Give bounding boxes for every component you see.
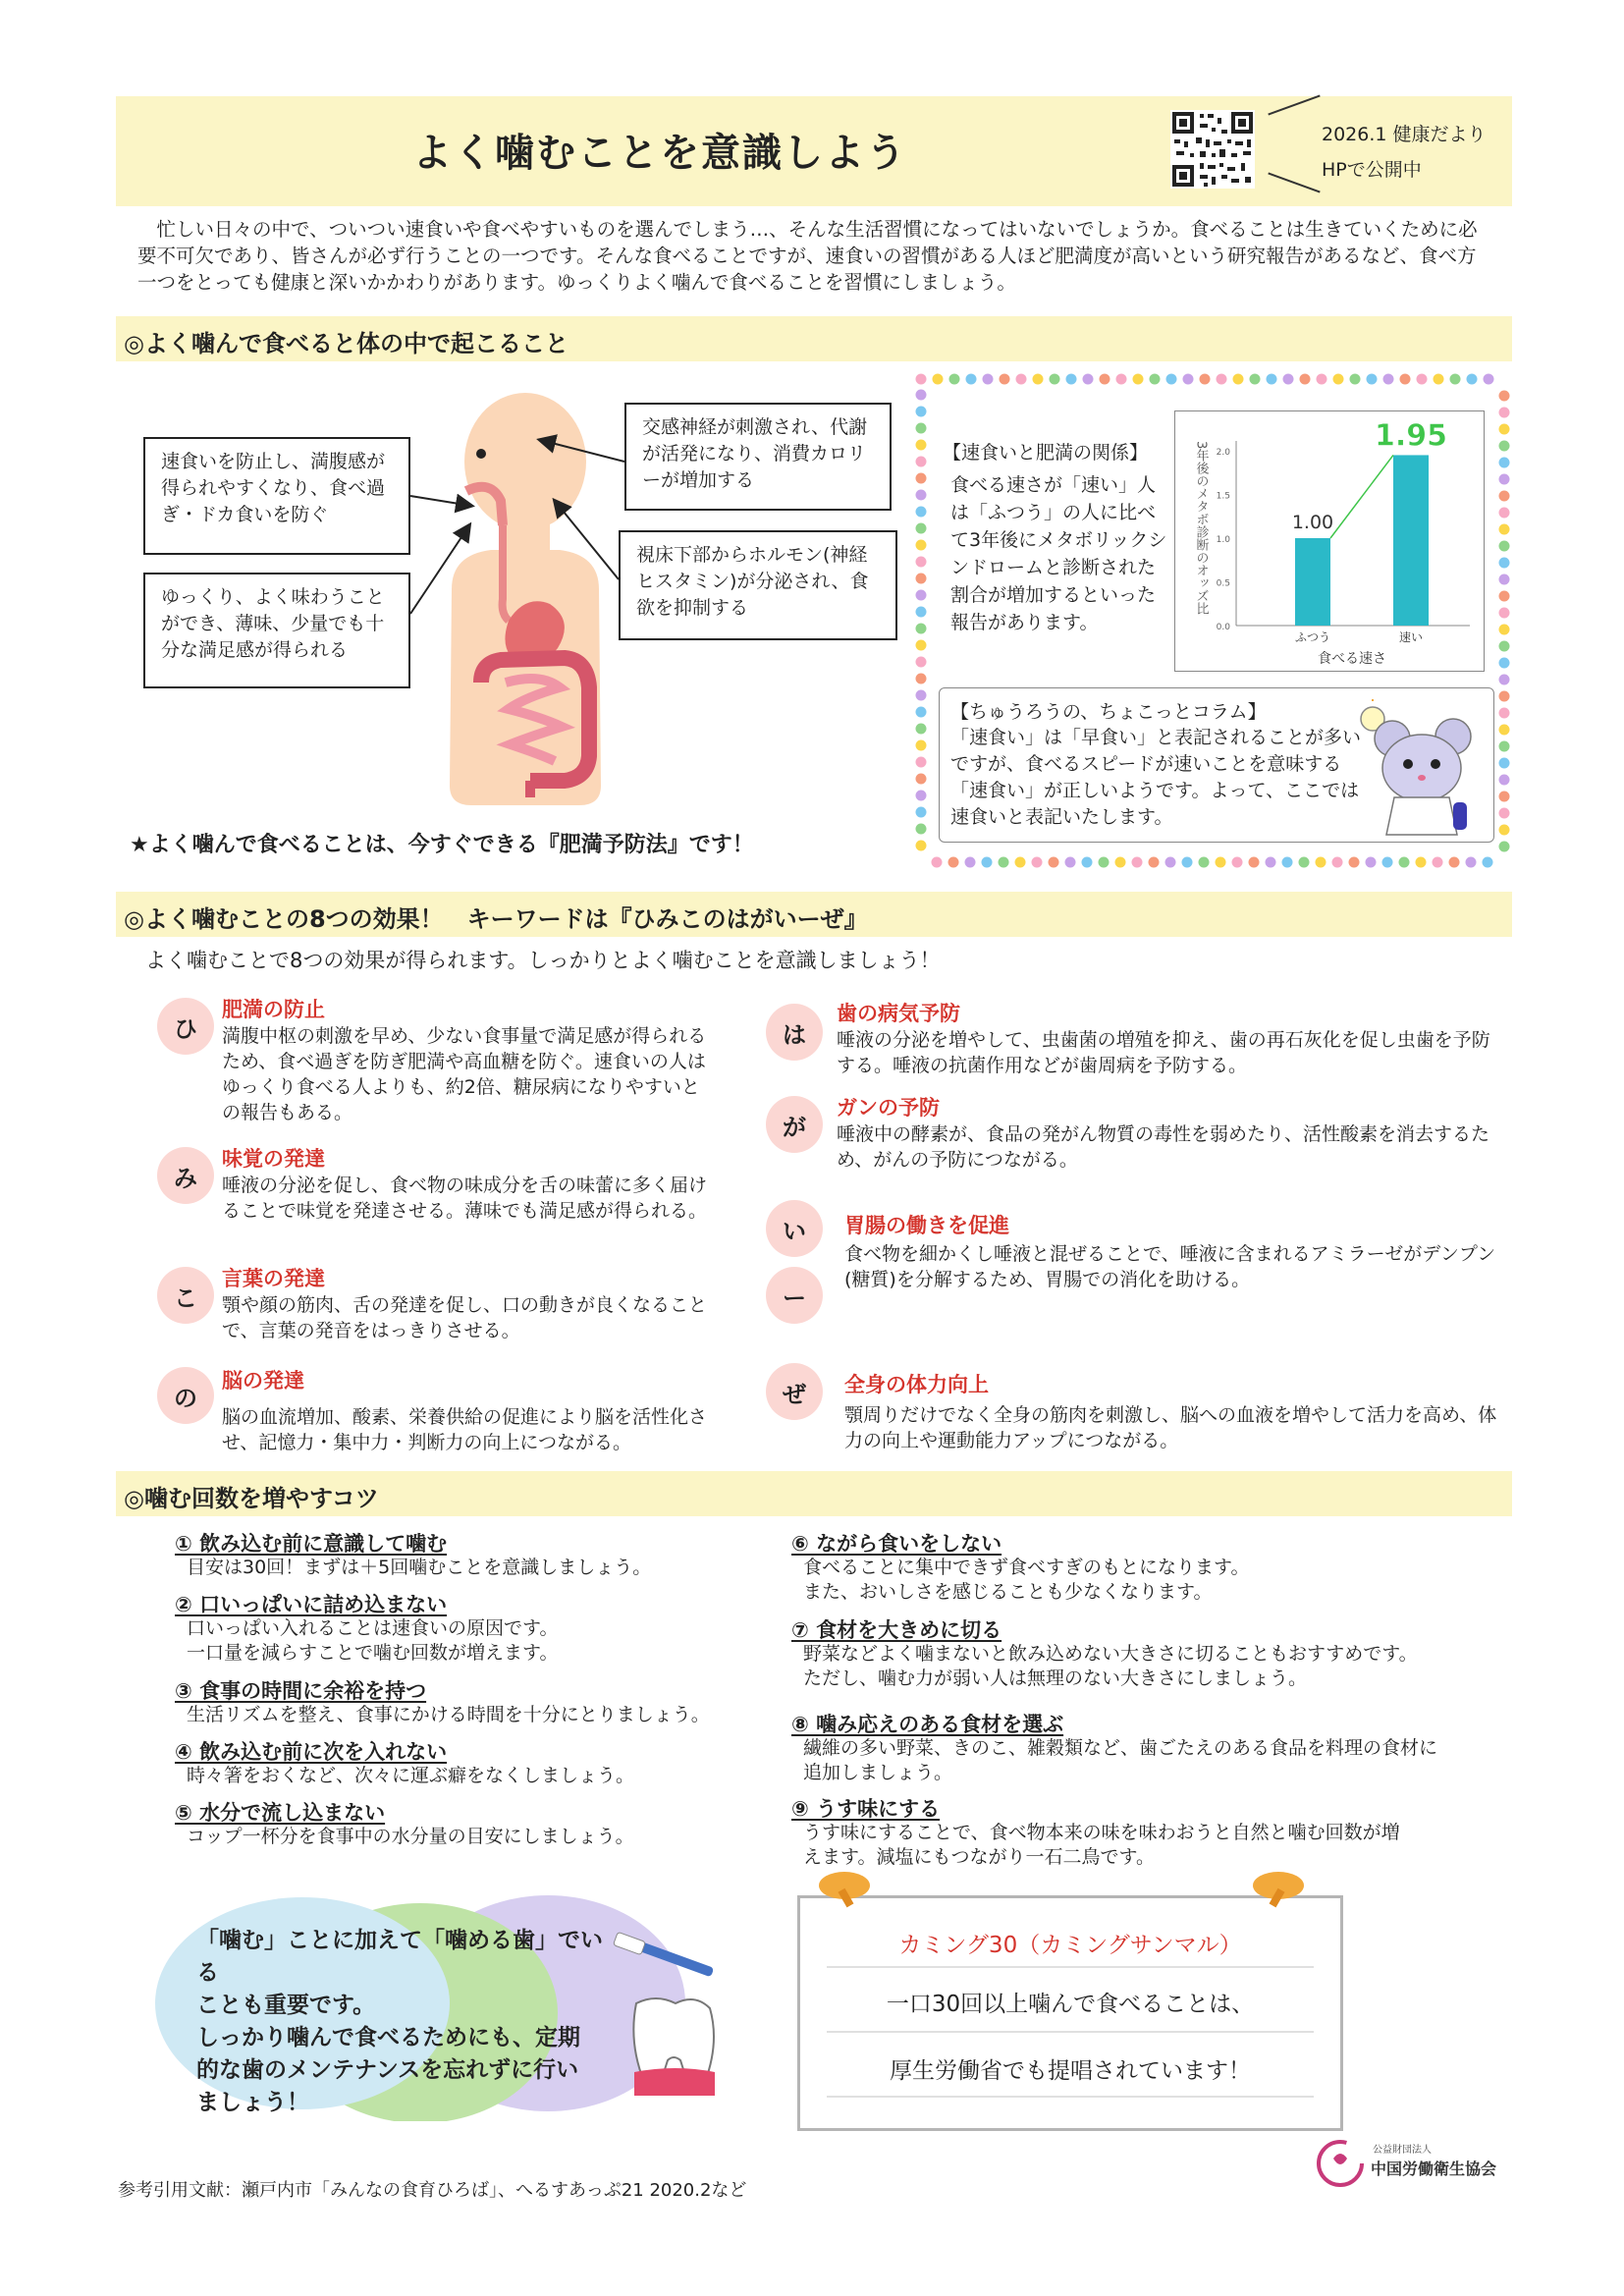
frame-dot — [1133, 374, 1144, 385]
intro-paragraph: 忙しい日々の中で、ついつい速食いや食べやすいものを選んでしまう…、そんな生活習慣になってはいないでしょうか。食べることは生きていくために必要不可欠であり、皆さんが必ず行うことの一つです。そんな食べることですが、速食いの習慣がある人ほど肥満度が高いという研究報告があるなど、食べ方一つをとっても健康と深いかかわりがあります。ゆっくりよく噛んで食べることを習慣にしましょう。 — [137, 218, 1478, 294]
frame-dot — [916, 657, 927, 668]
frame-dot — [1383, 374, 1394, 385]
tip-text-4: 時々箸をおくなど、次々に運ぶ癖をなくしましょう。 — [187, 1765, 635, 1786]
reference-note: 参考引用文献：瀬戸内市「みんなの食育ひろば」、へるすあっぷ21 2020.2など — [118, 2180, 747, 2201]
frame-dot — [1182, 857, 1193, 868]
note-text: 「速食い」は「早食い」と表記されることが多いですが、食べるスピードが速いことを意味する「速食い」が正しいようです。よって、ここでは速食いと表記いたします。 — [950, 727, 1362, 828]
frame-dot — [1200, 374, 1211, 385]
frame-dot — [1433, 857, 1443, 868]
section-title-1: ◎よく噛んで食べると体の中で起こること — [124, 330, 568, 357]
mouse-mascot-illustration — [1355, 699, 1483, 837]
frame-dot — [1116, 374, 1127, 385]
frame-dot — [1499, 775, 1510, 786]
frame-dot — [1350, 374, 1361, 385]
frame-dot — [916, 824, 927, 835]
tip-text-6b: また、おいしさを感じることも少なくなります。 — [803, 1581, 1213, 1603]
keyword-circle-ga: が — [766, 1096, 823, 1153]
chart-bar — [1393, 455, 1429, 626]
frame-dot — [1165, 857, 1176, 868]
frame-dot — [916, 740, 927, 751]
odds-ratio-chart — [1174, 410, 1485, 672]
effect-text-brain: 脳の血流増加、酸素、栄養供給の促進により脳を活性化させ、記憶力・集中力・判断力の向上につながる。 — [222, 1406, 708, 1453]
frame-dot — [916, 540, 927, 551]
frame-dot — [948, 857, 959, 868]
tip-text-6a: 食べることに集中できず食べすぎのもとになります。 — [803, 1557, 1250, 1578]
frame-dot — [1216, 857, 1226, 868]
effect-box-sympathetic: 交感神経が刺激され、代謝が活発になり、消費カロリーが増加する — [624, 403, 892, 511]
frame-dot — [1400, 374, 1411, 385]
frame-dot — [1499, 541, 1510, 552]
keyword-circle-i: い — [766, 1200, 823, 1257]
chart-xlabel: 食べる速さ — [1318, 651, 1386, 667]
effect-text-dental: 唾液の分泌を増やして、虫歯菌の増殖を抑え、歯の再石灰化を促し虫歯を予防する。唾液の抗菌作用などが歯周病を予防する。 — [837, 1029, 1490, 1076]
frame-dot — [1283, 374, 1294, 385]
column-heading: 【速食いと肥満の関係】 — [943, 442, 1149, 464]
frame-dot — [1499, 574, 1510, 585]
issue-label: 2026.1 健康だより — [1322, 124, 1487, 145]
frame-dot — [1066, 374, 1077, 385]
frame-dot — [949, 374, 960, 385]
frame-dot — [1099, 857, 1110, 868]
effect-title-fitness: 全身の体力向上 — [844, 1373, 989, 1396]
frame-dot — [965, 857, 976, 868]
tip-title-6: ⑥ ながら食いをしない — [791, 1532, 1002, 1556]
y-tick-label: 0.0 — [1216, 623, 1230, 632]
frame-dot — [1499, 608, 1510, 619]
bubble-line: 「噛む」ことに加えて「噛める歯」でいる — [196, 1928, 603, 1986]
frame-dot — [1249, 857, 1260, 868]
data-label: 1.00 — [1291, 512, 1334, 533]
frame-dot — [916, 557, 927, 568]
effect-title-dental: 歯の病気予防 — [837, 1002, 960, 1025]
frame-dot — [916, 473, 927, 484]
card-rule — [827, 1966, 1314, 1968]
obesity-slogan: ★よく噛んで食べることは、今すぐできる『肥満予防法』です！ — [130, 833, 754, 857]
frame-dot — [1499, 441, 1510, 452]
frame-dot — [916, 407, 927, 417]
frame-dot — [1349, 857, 1360, 868]
effect-title-brain: 脳の発達 — [222, 1369, 304, 1393]
frame-dot — [916, 774, 927, 785]
tip-text-8a: 繊維の多い野菜、きのこ、雑穀類など、歯ごたえのある食品を料理の食材に — [803, 1737, 1438, 1759]
frame-dot — [1449, 857, 1460, 868]
keyword-circle-no: の — [157, 1367, 214, 1424]
frame-dot — [1150, 374, 1161, 385]
frame-dot — [1499, 508, 1510, 519]
column-text: 食べる速さが「速い」人は「ふつう」の人に比べて3年後にメタボリックシンドロームと診断された割合が増加するといった報告があります。 — [950, 474, 1167, 633]
effect-title-digestion: 胃腸の働きを促進 — [844, 1214, 1009, 1237]
frame-dot — [966, 374, 977, 385]
tip-text-1: 目安は30回！まずは＋5回噛むことを意識しましょう。 — [187, 1557, 652, 1578]
frame-dot — [1499, 424, 1510, 435]
frame-dot — [1217, 374, 1227, 385]
frame-dot — [1499, 675, 1510, 685]
bubble-line: しっかり噛んで食べるためにも、定期 — [196, 2025, 580, 2050]
frame-dot — [1499, 808, 1510, 819]
frame-dot — [916, 841, 927, 851]
bubble-line: ましょう！ — [196, 2090, 309, 2115]
frame-dot — [1082, 857, 1093, 868]
frame-dot — [1483, 857, 1493, 868]
card-title: カミング30（カミングサンマル） — [898, 1933, 1242, 1958]
frame-dot — [1367, 374, 1378, 385]
frame-dot — [933, 374, 944, 385]
card-rule — [827, 2031, 1314, 2033]
frame-dot — [932, 857, 943, 868]
effect-title-obesity: 肥満の防止 — [222, 998, 325, 1021]
hp-label: HPで公開中 — [1322, 159, 1422, 181]
frame-dot — [1100, 374, 1110, 385]
frame-dot — [1366, 857, 1377, 868]
frame-dot — [916, 690, 927, 701]
frame-dot — [1499, 691, 1510, 702]
frame-dot — [916, 807, 927, 818]
frame-dot — [1282, 857, 1293, 868]
frame-dot — [916, 523, 927, 534]
frame-dot — [916, 457, 927, 467]
frame-dot — [1000, 374, 1010, 385]
frame-dot — [1016, 374, 1027, 385]
note-heading: 【ちゅうろうの、ちょこっとコラム】 — [950, 701, 1267, 723]
tip-title-8: ⑧ 噛み応えのある食材を選ぶ — [791, 1713, 1064, 1736]
frame-dot — [916, 590, 927, 601]
frame-dot — [1416, 857, 1427, 868]
tip-text-2b: 一口量を減らすことで噛む回数が増えます。 — [187, 1642, 559, 1664]
frame-dot — [1450, 374, 1461, 385]
frame-dot — [1266, 857, 1276, 868]
frame-dot — [1300, 374, 1311, 385]
frame-dot — [1499, 591, 1510, 602]
frame-dot — [1466, 857, 1477, 868]
frame-dot — [1033, 374, 1044, 385]
frame-dot — [1499, 741, 1510, 752]
data-label: 1.95 — [1374, 418, 1448, 454]
frame-dot — [1233, 374, 1244, 385]
frame-dot — [1499, 474, 1510, 485]
x-tick-label: ふつう — [1294, 630, 1331, 644]
effect-text-obesity: 満腹中枢の刺激を早め、少ない食事量で満足感が得られるため、食べ過ぎを防ぎ肥満や高血糖を防ぐ。速食いの人はゆっくり食べる人よりも、約2倍、糖尿病になりやすいとの報告もある。 — [222, 1025, 707, 1123]
frame-dot — [1499, 658, 1510, 669]
frame-dot — [999, 857, 1009, 868]
tip-text-9b: えます。減塩にもつながり一石二鳥です。 — [803, 1846, 1155, 1868]
frame-dot — [1499, 458, 1510, 468]
frame-dot — [1499, 491, 1510, 502]
frame-dot — [1032, 857, 1043, 868]
bubble-message — [196, 1925, 619, 2119]
frame-dot — [1083, 374, 1094, 385]
x-tick-label: 速い — [1398, 630, 1424, 644]
frame-dot — [916, 707, 927, 718]
organization-name: 中国労働衛生協会 — [1371, 2159, 1497, 2178]
y-tick-label: 2.0 — [1216, 448, 1230, 458]
frame-dot — [1499, 391, 1510, 402]
tip-text-8b: 追加しましょう。 — [803, 1762, 953, 1783]
frame-dot — [1132, 857, 1143, 868]
tip-text-7b: ただし、噛む力が弱い人は無理のない大きさにしましょう。 — [803, 1667, 1308, 1689]
frame-dot — [916, 607, 927, 618]
bubble-line: 的な歯のメンテナンスを忘れずに行い — [196, 2057, 579, 2083]
frame-dot — [1499, 558, 1510, 569]
organization-type: 公益財団法人 — [1373, 2145, 1432, 2156]
effects-intro: よく噛むことで8つの効果が得られます。しっかりとよく噛むことを意識しましょう！ — [145, 949, 941, 972]
tip-title-4: ④ 飲み込む前に次を入れない — [175, 1740, 448, 1764]
frame-dot — [1499, 625, 1510, 635]
y-tick-label: 0.5 — [1216, 578, 1230, 589]
frame-dot — [1316, 857, 1326, 868]
effect-box-savor: ゆっくり、よく味わうことができ、薄味、少量でも十分な満足感が得られる — [143, 573, 410, 688]
frame-dot — [1015, 857, 1026, 868]
frame-dot — [916, 640, 927, 651]
frame-dot — [1115, 857, 1126, 868]
frame-dot — [1499, 792, 1510, 802]
tip-title-5: ⑤ 水分で流し込まない — [175, 1801, 386, 1825]
tip-title-3: ③ 食事の時間に余裕を持つ — [175, 1679, 427, 1703]
frame-dot — [1499, 708, 1510, 719]
frame-dot — [916, 374, 927, 385]
chart-ylabel: 3年後のメタボ診断のオッズ比 — [1193, 441, 1209, 616]
effect-box-prevent-overeating: 速食いを防止し、満腹感が得られやすくなり、食べ過ぎ・ドカ食いを防ぐ — [143, 437, 410, 555]
section-title-3: ◎噛む回数を増やすコツ — [124, 1485, 379, 1512]
frame-dot — [916, 440, 927, 451]
frame-dot — [1499, 825, 1510, 836]
keyword-circle-ze: ぜ — [766, 1363, 823, 1420]
frame-dot — [1299, 857, 1310, 868]
frame-dot — [1499, 758, 1510, 769]
chart-bar — [1295, 538, 1330, 626]
frame-dot — [916, 724, 927, 735]
frame-dot — [916, 507, 927, 518]
tip-title-7: ⑦ 食材を大きめに切る — [791, 1618, 1002, 1642]
effect-text-speech: 顎や顔の筋肉、舌の発達を促し、口の動きが良くなることで、言葉の発音をはっきりさせる。 — [222, 1294, 708, 1341]
chart-canvas — [1175, 411, 1486, 673]
frame-dot — [1149, 857, 1160, 868]
tip-title-2: ② 口いっぱいに詰め込まない — [175, 1593, 448, 1616]
tip-text-2a: 口いっぱい入れることは速食いの原因です。 — [187, 1617, 559, 1639]
frame-dot — [916, 624, 927, 634]
frame-dot — [1065, 857, 1076, 868]
frame-dot — [1317, 374, 1327, 385]
effect-text-cancer: 唾液中の酵素が、食品の発がん物質の毒性を弱めたり、活性酸素を消去するため、がんの予防につながる。 — [837, 1123, 1490, 1171]
effect-title-cancer: ガンの予防 — [837, 1096, 940, 1120]
pushpin-icon — [1239, 1866, 1318, 1915]
frame-dot — [916, 574, 927, 584]
effect-text-fitness: 顎周りだけでなく全身の筋肉を刺激し、脳への血液を増やして活力を高め、体力の向上や運動能力アップにつながる。 — [844, 1404, 1497, 1451]
effect-text-taste: 唾液の分泌を促し、食べ物の味成分を舌の味蕾に多く届けることで味覚を発達させる。薄味でも満足感が得られる。 — [222, 1175, 708, 1222]
effect-title-taste: 味覚の発達 — [222, 1147, 325, 1171]
effect-box-hypothalamus: 視床下部からホルモン(神経ヒスタミン)が分泌され、食欲を抑制する — [619, 530, 897, 640]
card-line-2: 厚生労働省でも提唱されています！ — [890, 2058, 1251, 2084]
frame-dot — [1499, 524, 1510, 535]
frame-dot — [1049, 857, 1059, 868]
tip-text-3: 生活リズムを整え、食事にかける時間を十分にとりましょう。 — [187, 1704, 710, 1725]
frame-dot — [1232, 857, 1243, 868]
tip-text-7a: 野菜などよく噛まないと飲み込めない大きさに切ることもおすすめです。 — [803, 1643, 1418, 1665]
frame-dot — [982, 857, 993, 868]
frame-dot — [916, 423, 927, 434]
effect-text-digestion: 食べ物を細かくし唾液と混ぜることで、唾液に含まれるアミラーゼがデンプン(糖質)を分解するため、胃腸での消化を助ける。 — [844, 1243, 1496, 1290]
card-line-1: 一口30回以上噛んで食べることは、 — [886, 1992, 1255, 2017]
frame-dot — [916, 791, 927, 801]
keyword-circle-ha: は — [766, 1004, 823, 1061]
frame-dot — [1267, 374, 1277, 385]
frame-dot — [1332, 857, 1343, 868]
frame-dot — [1499, 725, 1510, 736]
frame-dot — [916, 757, 927, 768]
tip-text-5: コップ一杯分を食事中の水分量の目安にしましょう。 — [187, 1826, 634, 1847]
bubble-line: ことも重要です。 — [196, 1993, 376, 2018]
keyword-circle-ko: こ — [157, 1267, 214, 1324]
frame-dot — [916, 490, 927, 501]
tip-title-9: ⑨ うす味にする — [791, 1797, 941, 1821]
frame-dot — [1499, 842, 1510, 852]
frame-dot — [1499, 641, 1510, 652]
frame-dot — [1467, 374, 1478, 385]
y-tick-label: 1.0 — [1216, 535, 1230, 545]
frame-dot — [1399, 857, 1410, 868]
frame-dot — [1166, 374, 1177, 385]
card-rule — [827, 2096, 1314, 2098]
frame-dot — [1417, 374, 1428, 385]
tip-title-1: ① 飲み込む前に意識して噛む — [175, 1532, 448, 1556]
frame-dot — [916, 390, 927, 401]
trend-line — [1330, 455, 1393, 538]
organization-logo-icon — [1314, 2137, 1367, 2190]
frame-dot — [1199, 857, 1210, 868]
frame-dot — [1050, 374, 1060, 385]
keyword-circle-mi: み — [157, 1147, 214, 1204]
y-tick-label: 1.5 — [1216, 491, 1230, 502]
section-title-2: ◎よく噛むことの8つの効果！ キーワードは『ひみこのはがいーぜ』 — [124, 905, 868, 933]
keyword-circle-hi: ひ — [157, 998, 214, 1055]
frame-dot — [1434, 374, 1444, 385]
page-title: よく噛むことを意識しよう — [412, 131, 907, 176]
frame-dot — [1333, 374, 1344, 385]
frame-dot — [1250, 374, 1261, 385]
frame-dot — [916, 674, 927, 684]
frame-dot — [1183, 374, 1194, 385]
frame-dot — [983, 374, 994, 385]
effect-title-speech: 言葉の発達 — [222, 1267, 325, 1290]
frame-dot — [1499, 408, 1510, 418]
frame-dot — [1484, 374, 1494, 385]
keyword-circle-dash: ー — [766, 1267, 823, 1324]
pushpin-icon — [805, 1866, 884, 1915]
frame-dot — [1382, 857, 1393, 868]
tip-text-9a: うす味にすることで、食べ物本来の味を味わおうと自然と噛む回数が増 — [803, 1822, 1400, 1843]
